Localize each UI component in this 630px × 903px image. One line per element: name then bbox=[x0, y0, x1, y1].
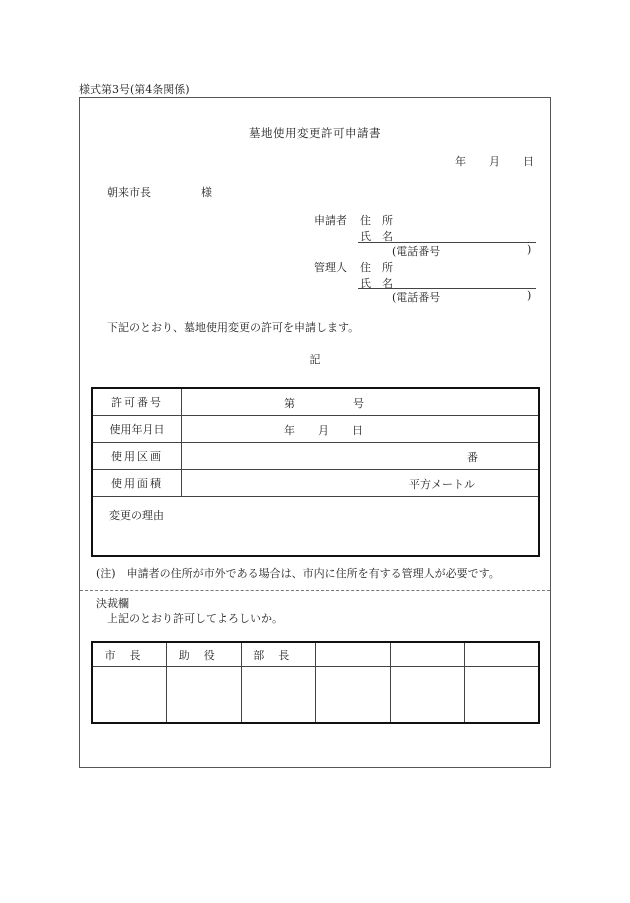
approval-table bbox=[91, 641, 540, 724]
applicant-role-label: 申請者 bbox=[314, 214, 347, 227]
approval-header-director: 部長 bbox=[241, 642, 316, 667]
permit-number-go: 号 bbox=[353, 397, 364, 410]
use-date-row bbox=[92, 416, 539, 443]
date-month-label: 月 bbox=[489, 155, 500, 168]
section-row bbox=[92, 443, 539, 470]
date-day-label: 日 bbox=[523, 155, 534, 168]
applicant-name-label: 氏 名 bbox=[360, 230, 393, 243]
date-year-label: 年 bbox=[455, 155, 466, 168]
approval-stamp-deputy[interactable] bbox=[167, 667, 242, 724]
approval-stamp-mayor[interactable] bbox=[92, 667, 167, 724]
form-title: 墓地使用変更許可申請書 bbox=[249, 126, 381, 140]
area-unit: 平方メートル bbox=[409, 478, 475, 491]
kessai-text: 上記のとおり許可してよろしいか。 bbox=[107, 612, 283, 625]
area-row bbox=[92, 470, 539, 497]
section-field[interactable] bbox=[182, 443, 540, 470]
manager-name-label: 氏 名 bbox=[360, 277, 393, 290]
applicant-address-label: 住 所 bbox=[360, 214, 393, 227]
application-details-table bbox=[91, 387, 540, 557]
approval-header-blank-2 bbox=[390, 642, 465, 667]
ki-heading: 記 bbox=[309, 353, 321, 366]
permit-number-label: 許可番号 bbox=[92, 388, 182, 416]
manager-role-label: 管理人 bbox=[314, 261, 347, 274]
permit-number-dai: 第 bbox=[284, 397, 295, 410]
approval-stamp-row bbox=[92, 667, 539, 724]
addressee-name: 朝来市長 bbox=[107, 186, 151, 199]
section-ban: 番 bbox=[467, 451, 478, 464]
use-date-field[interactable] bbox=[182, 416, 540, 443]
manager-phone-label: (電話番号 bbox=[392, 291, 441, 304]
use-date-day: 日 bbox=[352, 424, 363, 437]
use-date-month: 月 bbox=[318, 424, 329, 437]
reason-row bbox=[92, 497, 539, 557]
use-date-year: 年 bbox=[284, 424, 295, 437]
section-label: 使用区画 bbox=[92, 443, 182, 470]
manager-name-underline bbox=[358, 288, 536, 289]
manager-address-label: 住 所 bbox=[360, 261, 393, 274]
approval-stamp-blank-1[interactable] bbox=[316, 667, 391, 724]
application-statement: 下記のとおり、墓地使用変更の許可を申請します。 bbox=[107, 321, 360, 334]
approval-header-mayor: 市長 bbox=[92, 642, 167, 667]
approval-header-blank-3 bbox=[465, 642, 540, 667]
area-label: 使用面積 bbox=[92, 470, 182, 497]
applicant-phone-label: (電話番号 bbox=[392, 245, 441, 258]
note-text: (注) 申請者の住所が市外である場合は、市内に住所を有する管理人が必要です。 bbox=[96, 567, 500, 580]
applicant-name-underline bbox=[358, 242, 536, 243]
reason-label: 変更の理由 bbox=[109, 509, 164, 522]
use-date-label: 使用年月日 bbox=[92, 416, 182, 443]
area-field[interactable] bbox=[182, 470, 540, 497]
approval-header-deputy: 助役 bbox=[167, 642, 242, 667]
reason-field[interactable] bbox=[92, 497, 539, 557]
approval-header-row bbox=[92, 642, 539, 667]
addressee-honorific: 様 bbox=[201, 186, 212, 199]
approval-stamp-blank-2[interactable] bbox=[390, 667, 465, 724]
permit-number-row bbox=[92, 388, 539, 416]
permit-number-field[interactable] bbox=[182, 388, 540, 416]
kessai-heading: 決裁欄 bbox=[96, 597, 129, 610]
applicant-phone-close: ) bbox=[527, 243, 532, 256]
approval-stamp-blank-3[interactable] bbox=[465, 667, 540, 724]
form-number: 様式第3号(第4条関係) bbox=[79, 83, 190, 96]
approval-stamp-director[interactable] bbox=[241, 667, 316, 724]
manager-phone-close: ) bbox=[527, 289, 532, 302]
approval-header-blank-1 bbox=[316, 642, 391, 667]
dotted-divider bbox=[80, 590, 550, 591]
